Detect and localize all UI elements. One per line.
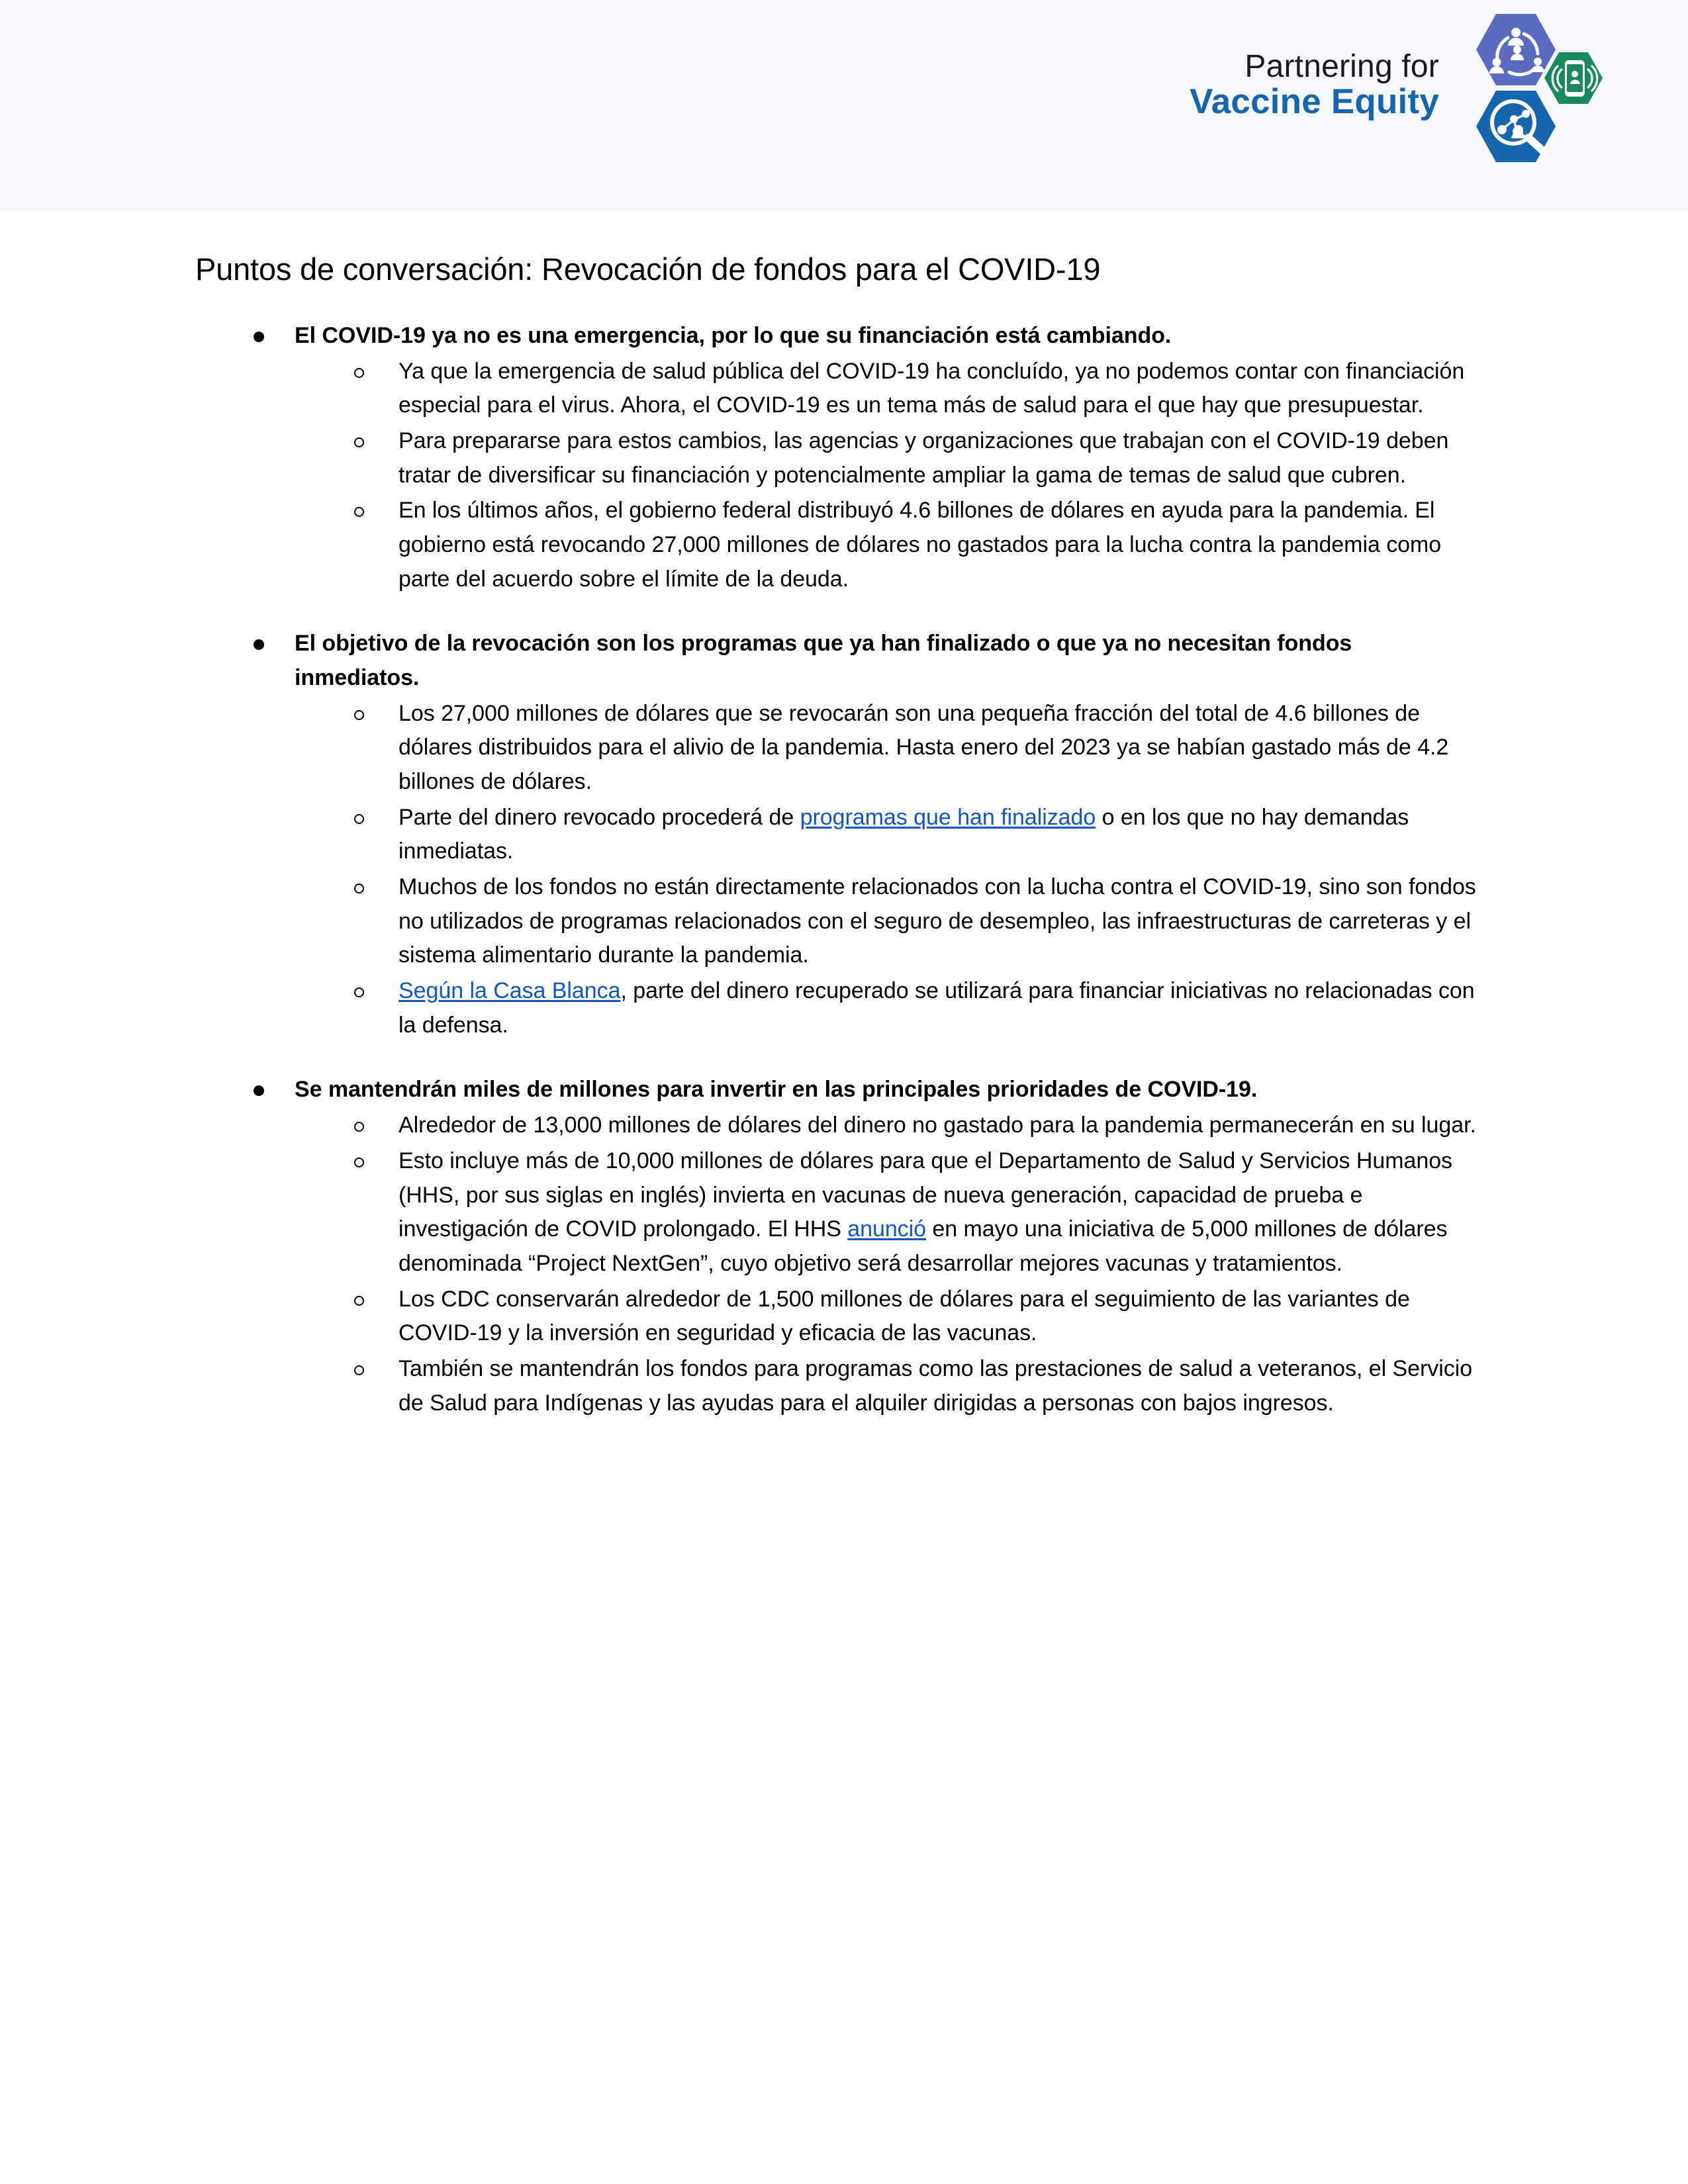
hollow-bullet-icon	[354, 1365, 364, 1375]
logo-line-partnering-for: Partnering for	[1244, 49, 1439, 85]
bullet-level-2	[354, 870, 1489, 973]
inline-link[interactable]: Según la Casa Blanca	[399, 978, 621, 1004]
hollow-bullet-icon	[354, 1158, 364, 1167]
logo-line-vaccine-equity: Vaccine Equity	[1190, 82, 1439, 122]
inline-text: También se mantendrán los fondos para programas como las prestaciones de salud a veteranos, el Servicio de Salud para Indígenas y las ayudas para el alquiler dirigidas a personas con bajos ingresos.	[399, 1355, 1473, 1416]
bullet-level-2	[354, 974, 1489, 1042]
inline-text: Ya que la emergencia de salud pública del COVID-19 ha concluído, ya no podemos contar con financiación especial para el virus. Ahora, el COVID-19 es un tema más de salud para el que hay que presupuestar.	[399, 358, 1465, 418]
collaboration-hexagon-icon	[1476, 14, 1556, 85]
hollow-bullet-icon	[354, 507, 364, 517]
page-header-band	[0, 0, 1688, 210]
bullet-level-1	[254, 319, 1354, 353]
inline-text: o en los que no hay demandas inmediatas.	[399, 804, 1409, 864]
talking-point-group	[0, 627, 1489, 1042]
bullet-level-1-label: El COVID-19 ya no es una emergencia, por lo que su financiación está cambiando.	[295, 323, 1172, 349]
hollow-bullet-icon	[354, 437, 364, 447]
inline-text: Muchos de los fondos no están directamente relacionados con la lucha contra el COVID-19, sino son fondos no utilizados de programas relacionados con el seguro de desempleo, las infraestructuras de carreteras y el sistema alimentario durante la pandemia.	[399, 874, 1476, 968]
bullet-level-2	[354, 494, 1489, 596]
inline-text: Esto incluye más de 10,000 millones de dólares para que el Departamento de Salud y Servicios Humanos (HHS, por sus siglas en inglés) invierta en vacunas de nueva generación, capacidad de prueba e investigación de COVID prolongado. El HHS	[399, 1148, 1453, 1242]
inline-text: Parte del dinero revocado procederá de	[399, 804, 800, 830]
bullet-level-1-label: El objetivo de la revocación son los programas que ya han finalizado o que ya no necesitan fondos inmediatos.	[295, 631, 1352, 691]
bullet-level-2	[354, 424, 1489, 492]
document-body	[0, 210, 1688, 1420]
inline-text: En los últimos años, el gobierno federal distribuyó 4.6 billones de dólares en ayuda para la pandemia. El gobierno está revocando 27,000 millones de dólares no gastados para la lucha contra la pandemia como parte del acuerdo sobre el límite de la deuda.	[399, 498, 1442, 592]
inline-text: Los 27,000 millones de dólares que se revocarán son una pequeña fracción del total de 4.6 billones de dólares distribuidos para el alivio de la pandemia. Hasta enero del 2023 ya se habían gastado más de 4.2 billones de dólares.	[399, 700, 1449, 795]
bullet-level-2	[354, 801, 1489, 869]
bullet-level-2	[354, 1283, 1489, 1351]
hollow-bullet-icon	[354, 1296, 364, 1306]
inline-text: Alrededor de 13,000 millones de dólares del dinero no gastado para la pandemia permanecerán en su lugar.	[399, 1113, 1476, 1138]
bullet-level-2-list	[0, 697, 1489, 1043]
magnifier-network-hexagon-icon	[1476, 91, 1556, 162]
logo-hexagon-cluster	[1451, 9, 1610, 174]
inline-text: en mayo una iniciativa de 5,000 millones de dólares denominada “Project NextGen”, cuyo objetivo será desarrollar mejores vacunas y tratamientos.	[399, 1216, 1448, 1276]
bullet-level-1	[254, 1073, 1354, 1107]
filled-bullet-icon	[254, 1085, 264, 1096]
logo-wordmark	[1190, 50, 1439, 132]
talking-points-content	[0, 319, 1688, 1420]
filled-bullet-icon	[254, 639, 264, 650]
talking-point-group	[0, 1073, 1489, 1420]
bullet-level-2-list	[0, 1109, 1489, 1420]
bullet-level-1	[254, 627, 1354, 695]
bullet-level-1-label: Se mantendrán miles de millones para invertir en las principales prioridades de COVID-19.	[295, 1077, 1258, 1103]
bullet-level-2	[354, 1144, 1489, 1281]
bullet-level-2	[354, 697, 1489, 799]
inline-text: , parte del dinero recuperado se utilizará para financiar iniciativas no relacionadas con la defensa.	[399, 978, 1475, 1038]
filled-bullet-icon	[254, 332, 264, 342]
hollow-bullet-icon	[354, 710, 364, 720]
hollow-bullet-icon	[354, 1122, 364, 1132]
hollow-bullet-icon	[354, 814, 364, 824]
mobile-outreach-hexagon-icon	[1544, 52, 1603, 104]
talking-point-group	[0, 319, 1489, 596]
hollow-bullet-icon	[354, 884, 364, 893]
bullet-level-2	[354, 355, 1489, 423]
brand-logo-lockup	[1190, 5, 1610, 177]
hollow-bullet-icon	[354, 987, 364, 997]
page-title: Puntos de conversación: Revocación de fondos para el COVID-19	[195, 251, 1101, 287]
inline-link[interactable]: anunció	[847, 1216, 926, 1242]
hollow-bullet-icon	[354, 368, 364, 378]
bullet-level-2	[354, 1352, 1489, 1420]
inline-link[interactable]: programas que han finalizado	[800, 804, 1096, 830]
inline-text: Para prepararse para estos cambios, las agencias y organizaciones que trabajan con el COVID-19 deben tratar de diversificar su financiación y potencialmente ampliar la gama de temas de salud que cubren.	[399, 428, 1449, 488]
bullet-level-2	[354, 1109, 1489, 1143]
bullet-level-2-list	[0, 355, 1489, 597]
inline-text: Los CDC conservarán alrededor de 1,500 millones de dólares para el seguimiento de las variantes de COVID-19 y la inversión en seguridad y eficacia de las vacunas.	[399, 1286, 1410, 1346]
